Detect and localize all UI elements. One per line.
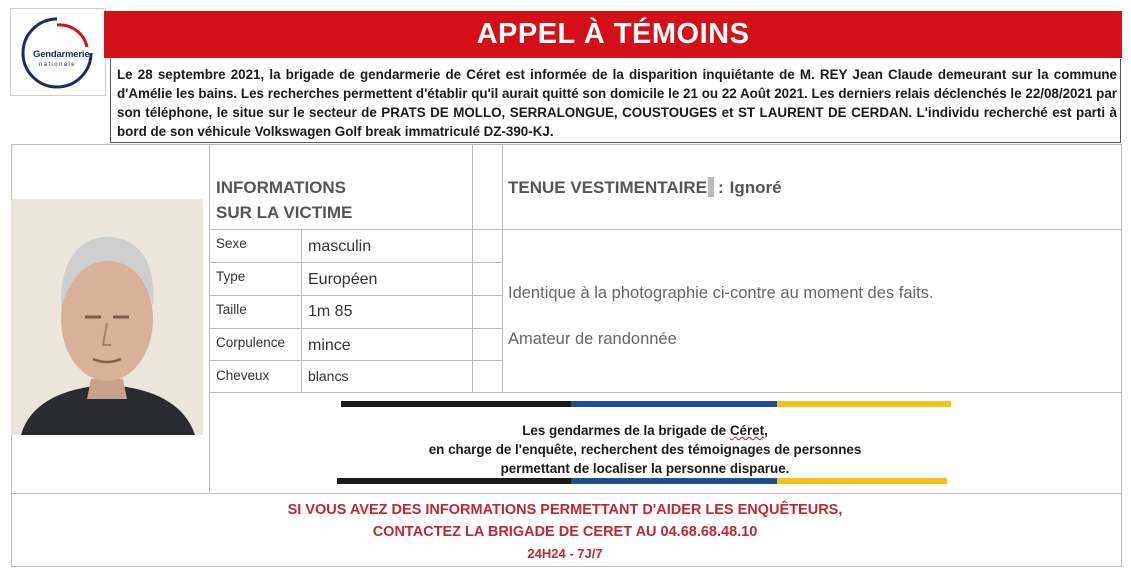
divider bbox=[209, 360, 502, 361]
divider bbox=[209, 262, 502, 263]
contact-line2: CONTACTEZ LA BRIGADE DE CERET AU 04.68.68.48.10 bbox=[372, 524, 758, 540]
search-line3: permettant de localiser la personne disparue. bbox=[500, 461, 790, 476]
gendarmerie-logo bbox=[10, 8, 106, 96]
search-message bbox=[360, 421, 930, 478]
divider bbox=[11, 493, 1122, 494]
value-corpulence: mince bbox=[308, 337, 351, 354]
label-cheveux: Cheveux bbox=[216, 368, 270, 383]
logo-subtext: nationale bbox=[39, 62, 76, 68]
label-type: Type bbox=[216, 269, 246, 284]
value-sexe: masculin bbox=[308, 238, 372, 255]
flag-bar-black bbox=[341, 401, 571, 407]
value-type: Européen bbox=[308, 271, 378, 288]
divider bbox=[11, 144, 1122, 145]
text-cursor bbox=[708, 177, 714, 197]
flag-bar-yellow bbox=[777, 401, 951, 407]
divider bbox=[209, 144, 210, 493]
info-title-line1: INFORMATIONS bbox=[216, 178, 347, 197]
victim-photo bbox=[11, 199, 203, 435]
contact-hours: 24H24 - 7J/7 bbox=[527, 546, 603, 561]
divider bbox=[209, 229, 1121, 230]
divider bbox=[11, 566, 1122, 567]
intro-box bbox=[110, 59, 1121, 143]
flag-bar-black bbox=[337, 478, 571, 484]
divider bbox=[301, 229, 302, 392]
tenue-heading bbox=[508, 177, 782, 198]
intro-text: Le 28 septembre 2021, la brigade de gendarmerie de Céret est informée de la disparition inquiétante de M. REY Jean Claude demeurant sur la commune d'Amélie les bains. Les recherches permettent d'établir qu'il aurait quitté son domicile le 21 ou 22 Août 2021. Les derniers relais déclenchés le 22/08/2021 par son téléphone, le situe sur le secteur de PRATS DE MOLLO, SERRALONGUE, COUSTOUGES et ST LAURENT DE CERDAN. L'individu recherché est parti à bord de son véhicule Volkswagen Golf break immatriculé DZ-390-KJ. bbox=[117, 67, 1117, 139]
page-title: APPEL À TÉMOINS bbox=[104, 11, 1122, 58]
logo-text: Gendarmerie bbox=[33, 49, 90, 60]
portrait-icon bbox=[11, 199, 203, 435]
info-title-line2: SUR LA VICTIME bbox=[216, 203, 353, 222]
label-taille: Taille bbox=[216, 302, 247, 317]
search-line1-text: Les gendarmes de la brigade de bbox=[522, 423, 730, 438]
contact-line1: SI VOUS AVEZ DES INFORMATIONS PERMETTANT D'AIDER LES ENQUÊTEURS, bbox=[287, 502, 843, 518]
divider bbox=[472, 144, 473, 392]
divider bbox=[209, 328, 502, 329]
label-sexe: Sexe bbox=[216, 236, 247, 251]
divider bbox=[209, 392, 1121, 393]
divider bbox=[209, 295, 502, 296]
divider bbox=[1121, 144, 1122, 566]
search-line1-town: Céret bbox=[729, 423, 765, 438]
info-section-title bbox=[216, 175, 416, 225]
search-line1 bbox=[360, 421, 930, 440]
hobby-description: Amateur de randonnée bbox=[508, 330, 677, 348]
flag-bar-yellow bbox=[777, 478, 947, 484]
contact-section bbox=[210, 499, 920, 565]
tenue-label: TENUE VESTIMENTAIRE bbox=[508, 178, 707, 197]
flag-bar-blue bbox=[571, 478, 777, 484]
label-corpulence: Corpulence bbox=[216, 335, 286, 350]
flag-bar-blue bbox=[571, 401, 777, 407]
search-line1-comma: , bbox=[764, 423, 768, 438]
tenue-separator: : bbox=[717, 178, 724, 197]
divider bbox=[502, 144, 503, 392]
tenue-description: Identique à la photographie ci-contre au moment des faits. bbox=[508, 284, 934, 302]
search-line2: en charge de l'enquête, recherchent des témoignages de personnes bbox=[428, 442, 862, 457]
value-cheveux: blancs bbox=[308, 368, 349, 384]
value-taille: 1m 85 bbox=[308, 303, 353, 320]
tenue-value: Ignoré bbox=[729, 178, 782, 197]
